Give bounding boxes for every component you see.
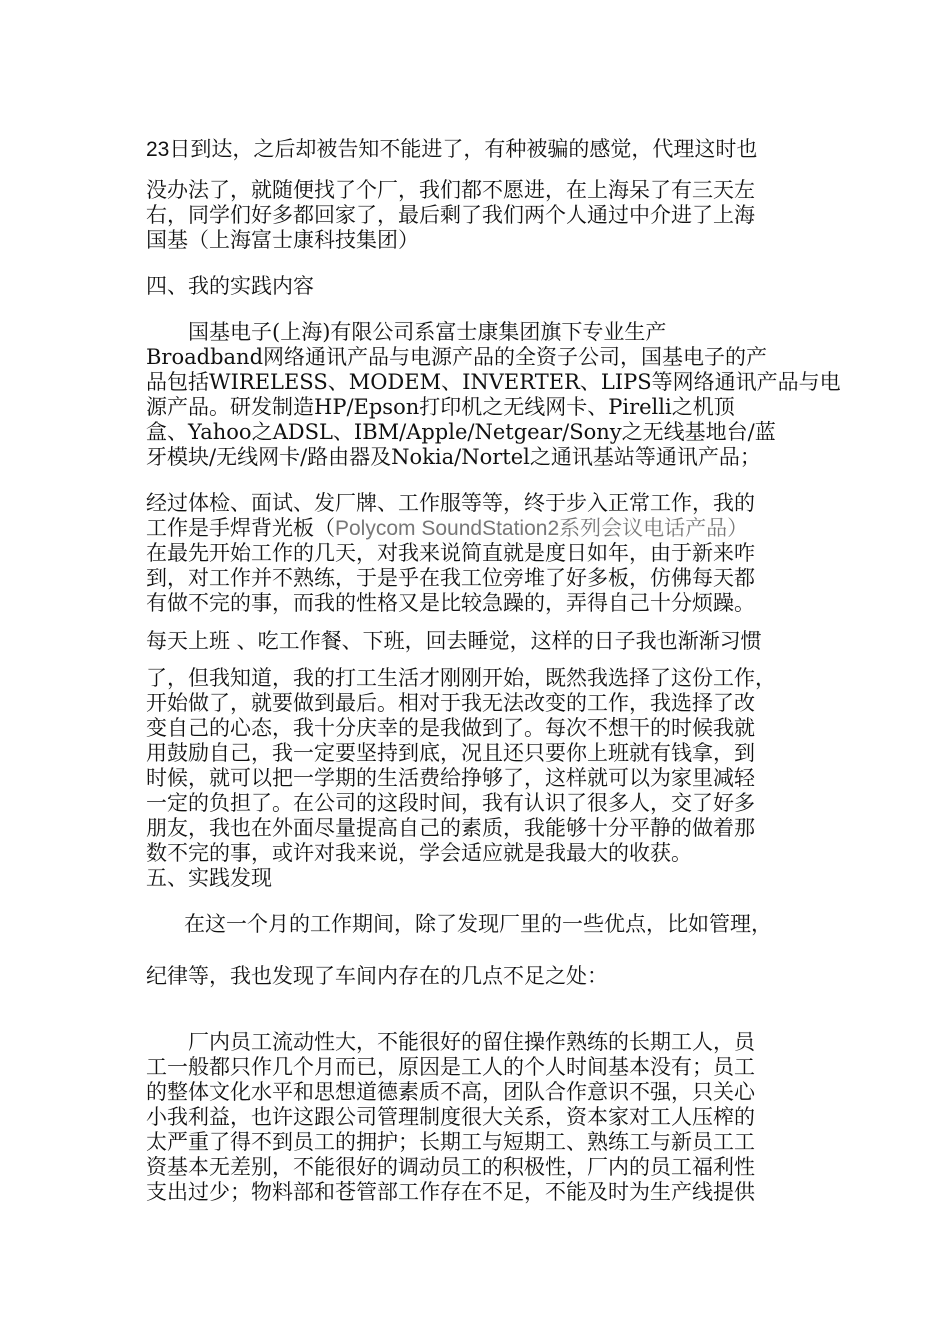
paragraph-line: 了，但我知道，我的打工生活才刚刚开始，既然我选择了这份工作，: [146, 666, 776, 690]
paragraph-line: 到，对工作并不熟练，于是乎在我工位旁堆了好多板，仿佛每天都: [146, 566, 755, 590]
paragraph-line: 开始做了，就要做到最后。相对于我无法改变的工作，我选择了改: [146, 691, 755, 715]
paragraph-line: 一定的负担了。在公司的这段时间，我有认识了很多人，交了好多: [146, 791, 755, 815]
paragraph-line: 厂内员工流动性大，不能很好的留住操作熟练的长期工人，员: [188, 1030, 755, 1054]
paragraph-line: 变自己的心态，我十分庆幸的是我做到了。每次不想干的时候我就: [146, 716, 755, 740]
paragraph-line: 在最先开始工作的几天，对我来说简直就是度日如年，由于新来咋: [146, 541, 755, 565]
paragraph-line: 经过体检、面试、发厂牌、工作服等等，终于步入正常工作，我的: [146, 491, 755, 515]
section-heading: 四、我的实践内容: [146, 274, 314, 298]
intro-line: 右，同学们好多都回家了，最后剩了我们两个人通过中介进了上海: [146, 203, 755, 227]
intro-line: 国基（上海富士康科技集团）: [146, 228, 419, 252]
paragraph-line: 时候，就可以把一学期的生活费给挣够了，这样就可以为家里减轻: [146, 766, 755, 790]
paragraph-line: 纪律等，我也发现了车间内存在的几点不足之处：: [146, 964, 608, 988]
intro-line: 23日到达，之后却被告知不能进了，有种被骗的感觉，代理这时也: [146, 137, 758, 161]
paragraph-line: 资基本无差别，不能很好的调动员工的积极性，厂内的员工福利性: [146, 1155, 755, 1179]
paragraph-line: 盒、Yahoo之ADSL、IBM/Apple/Netgear/Sony之无线基地台/蓝: [146, 420, 776, 444]
product-name: Polycom SoundStation2: [335, 517, 560, 540]
paragraph-line: 工作是手焊背光板（Polycom SoundStation2系列会议电话产品）: [146, 516, 749, 540]
paragraph-line: 在这一个月的工作期间，除了发现厂里的一些优点，比如管理，: [184, 912, 772, 936]
paragraph-line: 数不完的事，或许对我来说，学会适应就是我最大的收获。: [146, 841, 692, 865]
paragraph-line: 牙模块/无线网卡/路由器及Nokia/Nortel之通讯基站等通讯产品；: [146, 445, 761, 469]
paragraph-line: 品包括WIRELESS、MODEM、INVERTER、LIPS等网络通讯产品与电: [146, 370, 841, 394]
paragraph-line: 工一般都只作几个月而已，原因是工人的个人时间基本没有；员工: [146, 1055, 755, 1079]
paragraph-line: 朋友，我也在外面尽量提高自己的素质，我能够十分平静的做着那: [146, 816, 755, 840]
paragraph-line: 的整体文化水平和思想道德素质不高，团队合作意识不强，只关心: [146, 1080, 755, 1104]
paragraph-line: 支出过少；物料部和苍管部工作存在不足，不能及时为生产线提供: [146, 1180, 755, 1204]
paragraph-line: 小我利益，也许这跟公司管理制度很大关系，资本家对工人压榨的: [146, 1105, 755, 1129]
paragraph-line: 用鼓励自己，我一定要坚持到底，况且还只要你上班就有钱拿，到: [146, 741, 755, 765]
paragraph-line: Broadband网络通讯产品与电源产品的全资子公司，国基电子的产: [146, 345, 768, 369]
paragraph-line: 每天上班 、吃工作餐、下班，回去睡觉，这样的日子我也渐渐习惯: [146, 629, 762, 653]
paragraph-line: 源产品。研发制造HP/Epson打印机之无线网卡、Pirelli之机顶: [146, 395, 735, 419]
date-number: 23: [146, 138, 170, 161]
paragraph-line: 太严重了得不到员工的拥护；长期工与短期工、熟练工与新员工工: [146, 1130, 755, 1154]
paragraph-line: 有做不完的事，而我的性格又是比较急躁的，弄得自己十分烦躁。: [146, 591, 755, 615]
intro-line: 没办法了，就随便找了个厂，我们都不愿进，在上海呆了有三天左: [146, 178, 755, 202]
section-heading: 五、实践发现: [146, 866, 272, 890]
paragraph-line: 国基电子(上海)有限公司系富士康集团旗下专业生产: [188, 320, 667, 344]
